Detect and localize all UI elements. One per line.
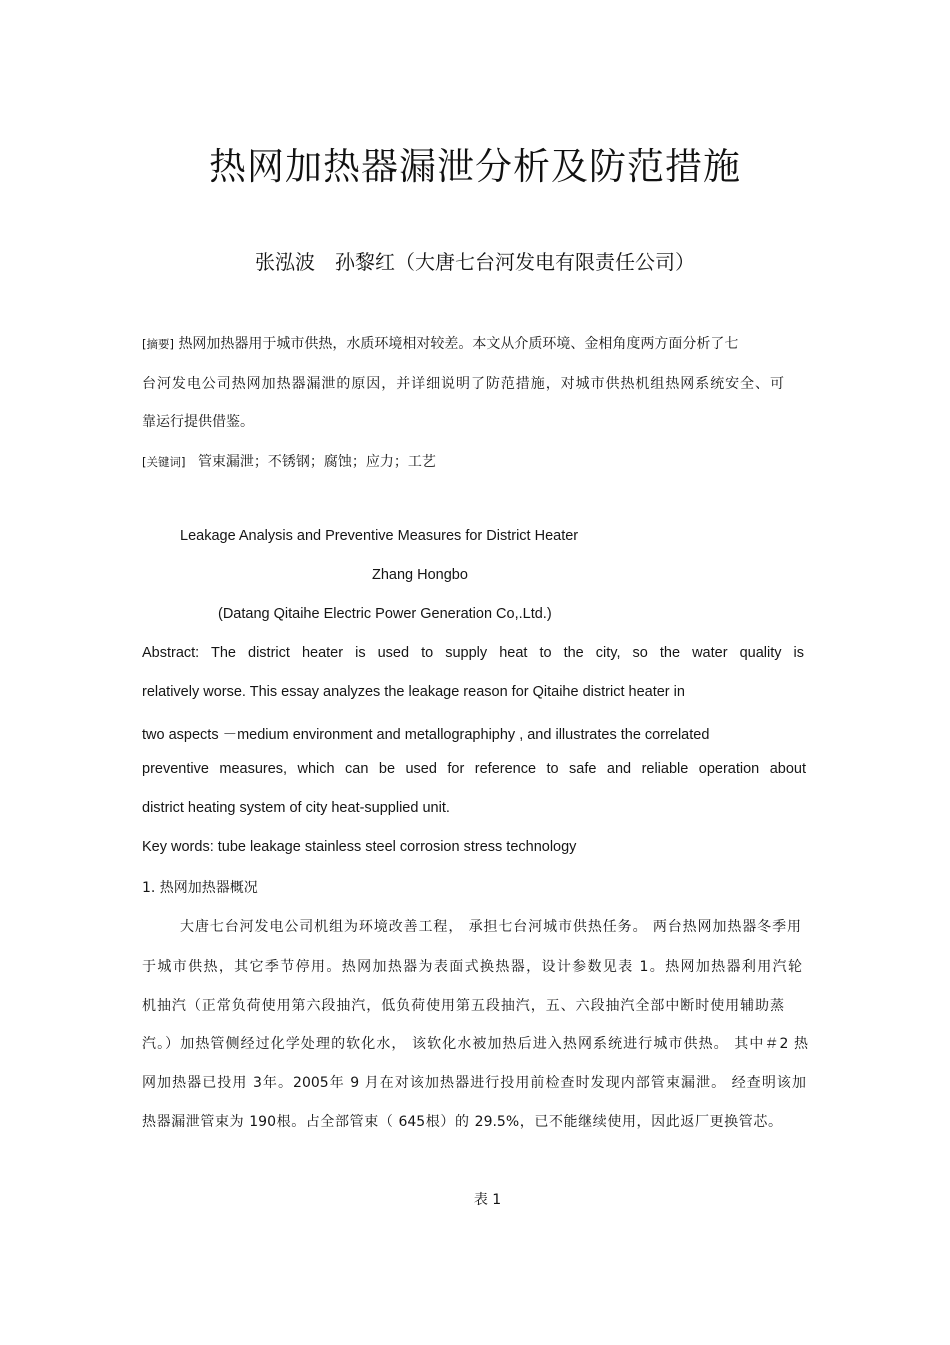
english-abstract-line-5: district heating system of city heat-supplied unit. (142, 800, 450, 816)
abstract-cn-label: [摘要] (142, 337, 174, 351)
keywords-cn-text: 管束漏泄；不锈钢；腐蚀；应力；工艺 (197, 454, 436, 470)
keywords-cn (142, 451, 436, 471)
section-1-line-4: 汽。）加热管侧经过化学处理的软化水， 该软化水被加热后进入热网系统进行城市供热。 其中＃2 热 (142, 1036, 808, 1052)
authors-line: 张泓波 孙黎红（大唐七台河发电有限责任公司） (255, 250, 695, 274)
section-1-line-2: 于城市供热，其它季节停用。热网加热器为表面式换热器，设计参数见表 1。热网加热器利用汽轮 (142, 959, 802, 975)
table-caption: 表 1 (473, 1192, 502, 1208)
section-1-line-6: 热器漏泄管束为 190根。占全部管束（ 645根）的 29.5%，已不能继续使用，因此返厂更换管芯。 (142, 1114, 782, 1130)
abstract-cn-line-2: 台河发电公司热网加热器漏泄的原因，并详细说明了防范措施，对城市供热机组热网系统安全、可 (142, 376, 784, 392)
english-author: Zhang Hongbo (372, 567, 468, 583)
section-1-line-5: 网加热器已投用 3年。2005年 9 月在对该加热器进行投用前检查时发现内部管束漏泄。 经查明该加 (142, 1075, 806, 1091)
english-keywords: Key words: tube leakage stainless steel corrosion stress technology (142, 839, 577, 855)
keywords-cn-label: [关键词] (142, 455, 186, 469)
english-title: Leakage Analysis and Preventive Measures for District Heater (180, 528, 579, 544)
page-title: 热网加热器漏泄分析及防范措施 (209, 145, 741, 188)
section-1-line-3: 机抽汽（正常负荷使用第六段抽汽，低负荷使用第五段抽汽，五、六段抽汽全部中断时使用辅助蒸 (142, 998, 784, 1014)
abstract-cn-line-1 (142, 333, 738, 353)
english-abstract-line-3: two aspects －medium environment and metallographiphy , and illustrates the correlated (142, 727, 710, 743)
section-1-line-1: 大唐七台河发电公司机组为环境改善工程， 承担七台河城市供热任务。 两台热网加热器冬季用 (180, 919, 801, 935)
abstract-cn-line-3: 靠运行提供借鉴。 (142, 414, 254, 430)
abstract-cn-text-1: 热网加热器用于城市供热，水质环境相对较差。本文从介质环境、金相角度两方面分析了七 (178, 336, 739, 352)
english-abstract-line-1: Abstract: The district heater is used to supply heat to the city, so the water quality is (142, 645, 804, 661)
english-abstract-line-4: preventive measures, which can be used for reference to safe and reliable operation about (142, 761, 806, 777)
english-affiliation: (Datang Qitaihe Electric Power Generation Co,.Ltd.) (218, 606, 552, 622)
english-abstract-line-2: relatively worse. This essay analyzes the leakage reason for Qitaihe district heater in (142, 684, 685, 700)
section-1-heading: 1. 热网加热器概况 (142, 880, 258, 896)
